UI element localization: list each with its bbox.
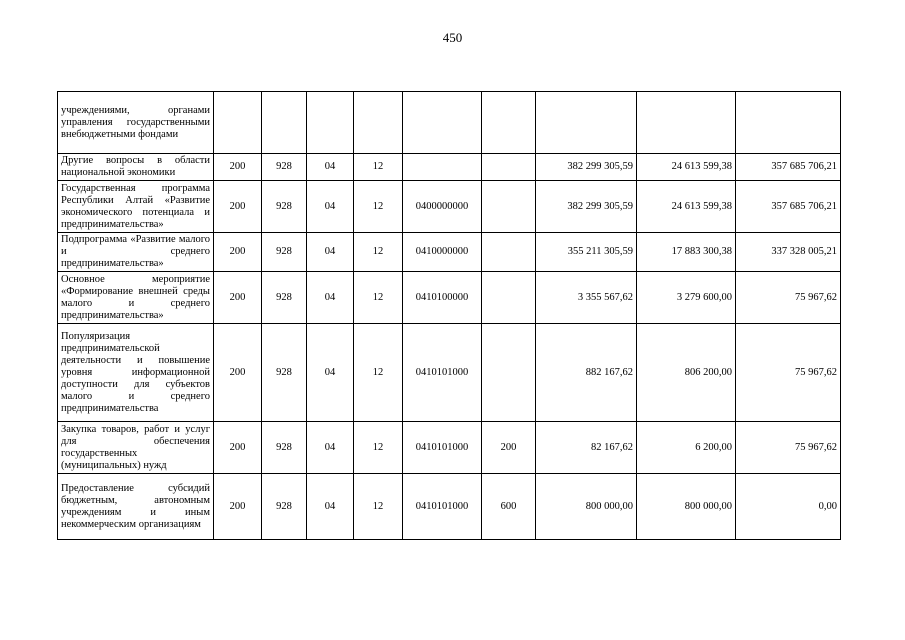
table-row	[58, 474, 841, 540]
expense-type-cell	[482, 154, 536, 181]
row-name-cell: Основное мероприятие «Формирование внешней среды малого и среднего предпринимательства»	[58, 272, 214, 324]
code-section-cell: 04	[307, 324, 354, 422]
target-article-cell: 0410101000	[403, 422, 482, 474]
code-admin-cell: 928	[262, 154, 307, 181]
expense-type-cell	[482, 233, 536, 272]
code-subsection-cell: 12	[354, 324, 403, 422]
amount-total-cell: 357 685 706,21	[736, 181, 841, 233]
code-rz-cell: 200	[214, 233, 262, 272]
amount-plan-cell: 82 167,62	[536, 422, 637, 474]
table-row	[58, 181, 841, 233]
target-article-cell	[403, 92, 482, 154]
amount-total-cell: 75 967,62	[736, 324, 841, 422]
amount-plan-cell: 3 355 567,62	[536, 272, 637, 324]
code-admin-cell: 928	[262, 181, 307, 233]
code-rz-cell	[214, 92, 262, 154]
amount-total-cell	[736, 92, 841, 154]
code-admin-cell: 928	[262, 272, 307, 324]
amount-total-cell: 75 967,62	[736, 422, 841, 474]
code-subsection-cell: 12	[354, 474, 403, 540]
code-subsection-cell: 12	[354, 233, 403, 272]
code-section-cell: 04	[307, 422, 354, 474]
code-rz-cell: 200	[214, 154, 262, 181]
amount-change-cell: 6 200,00	[637, 422, 736, 474]
amount-change-cell: 24 613 599,38	[637, 154, 736, 181]
row-name-cell: Подпрограмма «Развитие малого и среднего предпринимательства»	[58, 233, 214, 272]
target-article-cell: 0410101000	[403, 324, 482, 422]
code-section-cell: 04	[307, 272, 354, 324]
amount-change-cell: 806 200,00	[637, 324, 736, 422]
code-rz-cell: 200	[214, 474, 262, 540]
target-article-cell: 0410000000	[403, 233, 482, 272]
amount-plan-cell: 382 299 305,59	[536, 181, 637, 233]
code-rz-cell: 200	[214, 422, 262, 474]
expense-type-cell: 200	[482, 422, 536, 474]
budget-table-body	[58, 92, 841, 540]
code-admin-cell: 928	[262, 324, 307, 422]
row-name-cell: учреждениями, органами управления государственными внебюджетными фондами	[58, 92, 214, 154]
table-row	[58, 324, 841, 422]
target-article-cell: 0410100000	[403, 272, 482, 324]
amount-total-cell: 0,00	[736, 474, 841, 540]
code-section-cell: 04	[307, 233, 354, 272]
table-row	[58, 92, 841, 154]
page-number: 450	[442, 30, 463, 45]
amount-change-cell: 24 613 599,38	[637, 181, 736, 233]
table-row	[58, 233, 841, 272]
code-section-cell: 04	[307, 474, 354, 540]
code-admin-cell: 928	[262, 474, 307, 540]
amount-total-cell: 357 685 706,21	[736, 154, 841, 181]
code-admin-cell: 928	[262, 422, 307, 474]
expense-type-cell	[482, 324, 536, 422]
code-section-cell: 04	[307, 154, 354, 181]
code-rz-cell: 200	[214, 181, 262, 233]
row-name-cell: Другие вопросы в области национальной экономики	[58, 154, 214, 181]
code-subsection-cell	[354, 92, 403, 154]
code-subsection-cell: 12	[354, 154, 403, 181]
amount-plan-cell: 355 211 305,59	[536, 233, 637, 272]
target-article-cell: 0400000000	[403, 181, 482, 233]
amount-plan-cell: 800 000,00	[536, 474, 637, 540]
code-rz-cell: 200	[214, 324, 262, 422]
table-row	[58, 154, 841, 181]
code-section-cell	[307, 92, 354, 154]
amount-change-cell: 17 883 300,38	[637, 233, 736, 272]
amount-change-cell	[637, 92, 736, 154]
code-rz-cell: 200	[214, 272, 262, 324]
table-row	[58, 272, 841, 324]
row-name-cell: Популяризация предпринимательской деятельности и повышение уровня информационной доступности для субъектов малого и среднего предпринимательства	[58, 324, 214, 422]
amount-plan-cell: 882 167,62	[536, 324, 637, 422]
target-article-cell	[403, 154, 482, 181]
amount-change-cell: 3 279 600,00	[637, 272, 736, 324]
table-row	[58, 422, 841, 474]
expense-type-cell	[482, 181, 536, 233]
budget-table	[57, 91, 841, 540]
code-admin-cell	[262, 92, 307, 154]
amount-plan-cell: 382 299 305,59	[536, 154, 637, 181]
code-subsection-cell: 12	[354, 272, 403, 324]
code-subsection-cell: 12	[354, 181, 403, 233]
row-name-cell: Государственная программа Республики Алтай «Развитие экономического потенциала и предпринимательства»	[58, 181, 214, 233]
amount-change-cell: 800 000,00	[637, 474, 736, 540]
expense-type-cell: 600	[482, 474, 536, 540]
expense-type-cell	[482, 272, 536, 324]
amount-total-cell: 337 328 005,21	[736, 233, 841, 272]
row-name-cell: Закупка товаров, работ и услуг для обеспечения государственных (муниципальных) нужд	[58, 422, 214, 474]
code-admin-cell: 928	[262, 233, 307, 272]
code-section-cell: 04	[307, 181, 354, 233]
expense-type-cell	[482, 92, 536, 154]
amount-plan-cell	[536, 92, 637, 154]
code-subsection-cell: 12	[354, 422, 403, 474]
row-name-cell: Предоставление субсидий бюджетным, автономным учреждениям и иным некоммерческим организациям	[58, 474, 214, 540]
amount-total-cell: 75 967,62	[736, 272, 841, 324]
target-article-cell: 0410101000	[403, 474, 482, 540]
